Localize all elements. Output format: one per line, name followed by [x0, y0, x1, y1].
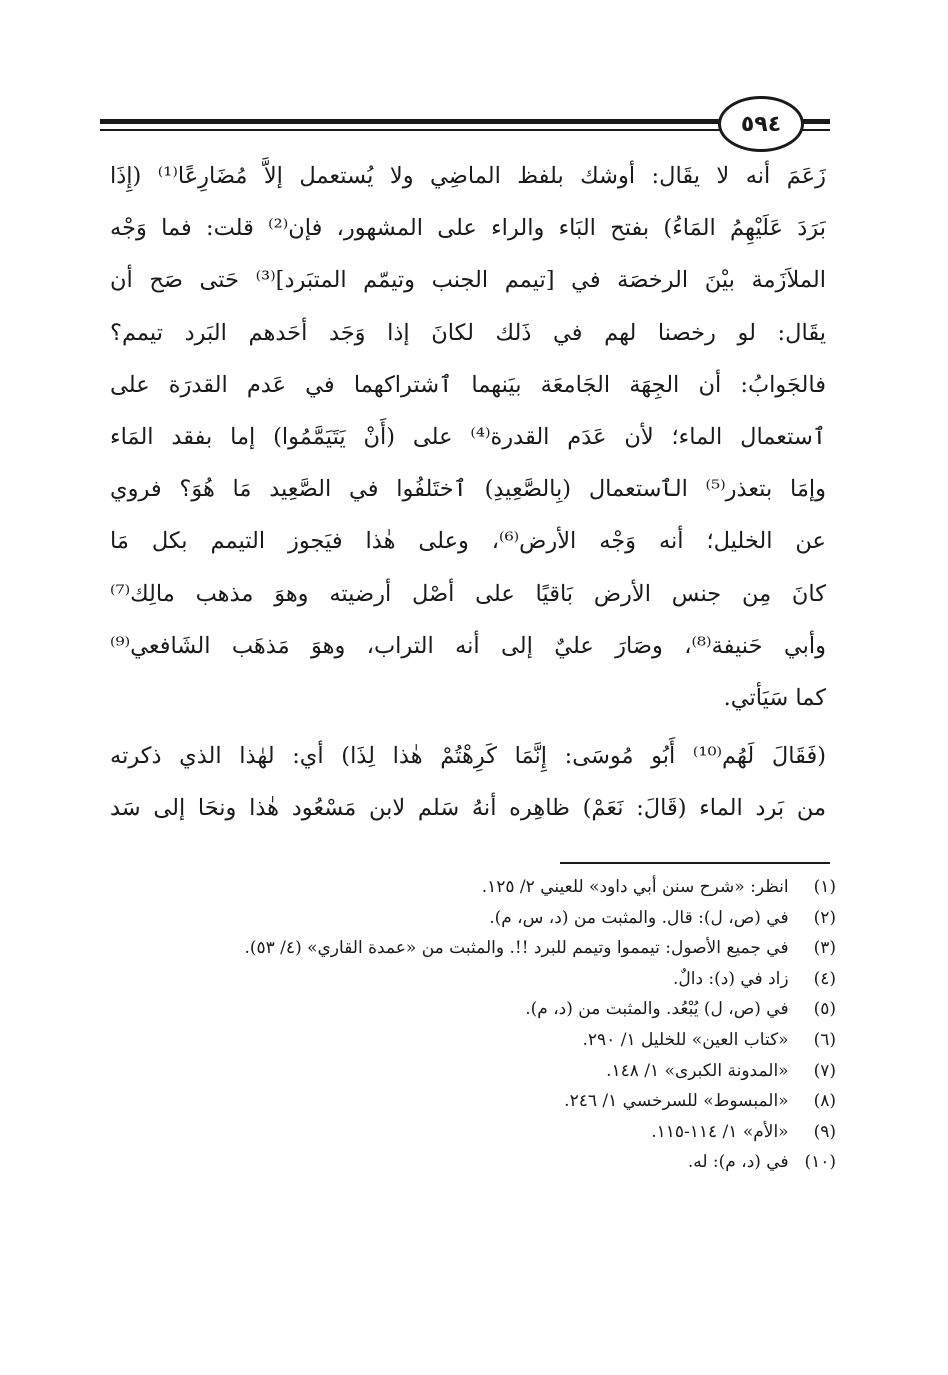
footnote-text: في (ص، ل) يُبْعُد. والمثبت من (د، م). [525, 999, 789, 1020]
footnote-text: «المبسوط» للسرخسي ١/ ٢٤٦. [564, 1091, 789, 1112]
footnote-number: (٧) [813, 1060, 836, 1081]
paragraph-2 [110, 730, 826, 834]
footnote-text: في جميع الأصول: تيمموا وتيمم للبرد !!. والمثبت من «عمدة القاري» (٤/ ٥٣). [244, 938, 789, 959]
footnote [106, 1025, 836, 1056]
text-line: وأبي حَنيفة⁽⁸⁾، وصَارَ عليٌ إلى أنه التراب، وهوَ مَذهَب الشَافعي⁽⁹⁾ [110, 632, 826, 659]
text-line: من بَرد الماء (قَالَ: نَعَمْ) ظاهِره أنهُ سَلم لابن مَسْعُود هٰذا ونحَا إلى سَد [110, 795, 826, 822]
footnote-number: (٢) [813, 907, 836, 928]
text-line: بَرَدَ عَلَيْهِمُ المَاءُ) بفتح البَاء والراء على المشهور، فإن⁽²⁾ قلت: فما وَجْه [110, 215, 826, 242]
footnote [106, 1086, 836, 1117]
text-line: عن الخليل؛ أنه وَجْه الأرض⁽⁶⁾، وعلى هٰذا فيَجوز التيمم بكل مَا [110, 528, 826, 555]
text-line: كانَ مِن جنس الأرض بَاقيًا على أصْل أرضيته وهوَ مذهب مالِك⁽⁷⁾ [110, 580, 826, 607]
text-line: كما سَيَأتي. [723, 684, 826, 711]
text-line: (فَقَالَ لَهُم⁽¹⁰⁾ أَبُو مُوسَى: إِنَّمَا كَرِهْتُمْ هٰذا لِذَا) أي: لهٰذا الذي ذكرته [110, 743, 826, 769]
footnote-number: (٣) [813, 938, 836, 959]
paragraph-1 [110, 150, 826, 724]
text-line: ٱستعمال الماء؛ لأن عَدَم القدرة⁽⁴⁾ على (أَنْ يَتَيَمَّمُوا) إما بفقد المَاء [110, 423, 826, 450]
footnotes [106, 872, 836, 1178]
footnote-number: (٦) [813, 1029, 836, 1050]
footnote [106, 933, 836, 964]
text-line: الملاَزَمة بيْنَ الرخصَة في [تيمم الجنب وتيمّم المتبَرد]⁽³⁾ حَتى صَح أن [110, 267, 826, 294]
footnote-text: «المدونة الكبرى» ١/ ١٤٨. [606, 1060, 789, 1081]
footnote [106, 872, 836, 903]
footnote-number: (١) [813, 877, 836, 897]
footnote [106, 1056, 836, 1087]
text-line: وإمَا بتعذر⁽⁵⁾ الٱستعمال (بِالصَّعِيدِ) ٱختَلفُوا في الصَّعِيد مَا هُوَ؟ فروي [110, 476, 826, 503]
text-line: زَعَمَ أنه لا يقَال: أوشك بلفظ الماضِي ولا يُستعمل إلاَّ مُضَارِعًا⁽¹⁾ (إِذَا [110, 163, 826, 189]
footnote [106, 964, 836, 995]
footnote [106, 903, 836, 934]
footnote-text: «كتاب العين» للخليل ١/ ٢٩٠. [582, 1029, 789, 1050]
footnote-separator [560, 862, 830, 864]
footnote-text: في (د، م): له. [687, 1152, 789, 1173]
footnote-number: (١٠) [804, 1152, 836, 1173]
footnote-text: «الأم» ١/ ١١٤-١١٥. [651, 1121, 789, 1142]
text-line: يقَال: لو رخصنا لهم في ذَلك لكانَ إذا وَجَد أحَدهم البَرد تيمم؟ [110, 319, 826, 346]
footnote-number: (٥) [813, 999, 836, 1020]
footnote-number: (٩) [813, 1121, 836, 1142]
footnote-text: زاد في (د): دالٌ. [672, 968, 789, 989]
footnote-number: (٨) [813, 1091, 836, 1112]
footnote [106, 1117, 836, 1148]
footnote [106, 994, 836, 1025]
page-number: ٥٩٤ [718, 96, 804, 152]
footnote-number: (٤) [813, 968, 836, 989]
footnote-text: انظر: «شرح سنن أبي داود» للعيني ٢/ ١٢٥. [481, 877, 789, 897]
text-line: فالجَوابُ: أن الجِهَة الجَامعَة بيَنهما ٱشتراكهما في عَدم القدرَة على [110, 371, 826, 398]
footnote [106, 1147, 836, 1178]
footnote-text: في (ص، ل): قال. والمثبت من (د، س، م). [489, 907, 789, 928]
